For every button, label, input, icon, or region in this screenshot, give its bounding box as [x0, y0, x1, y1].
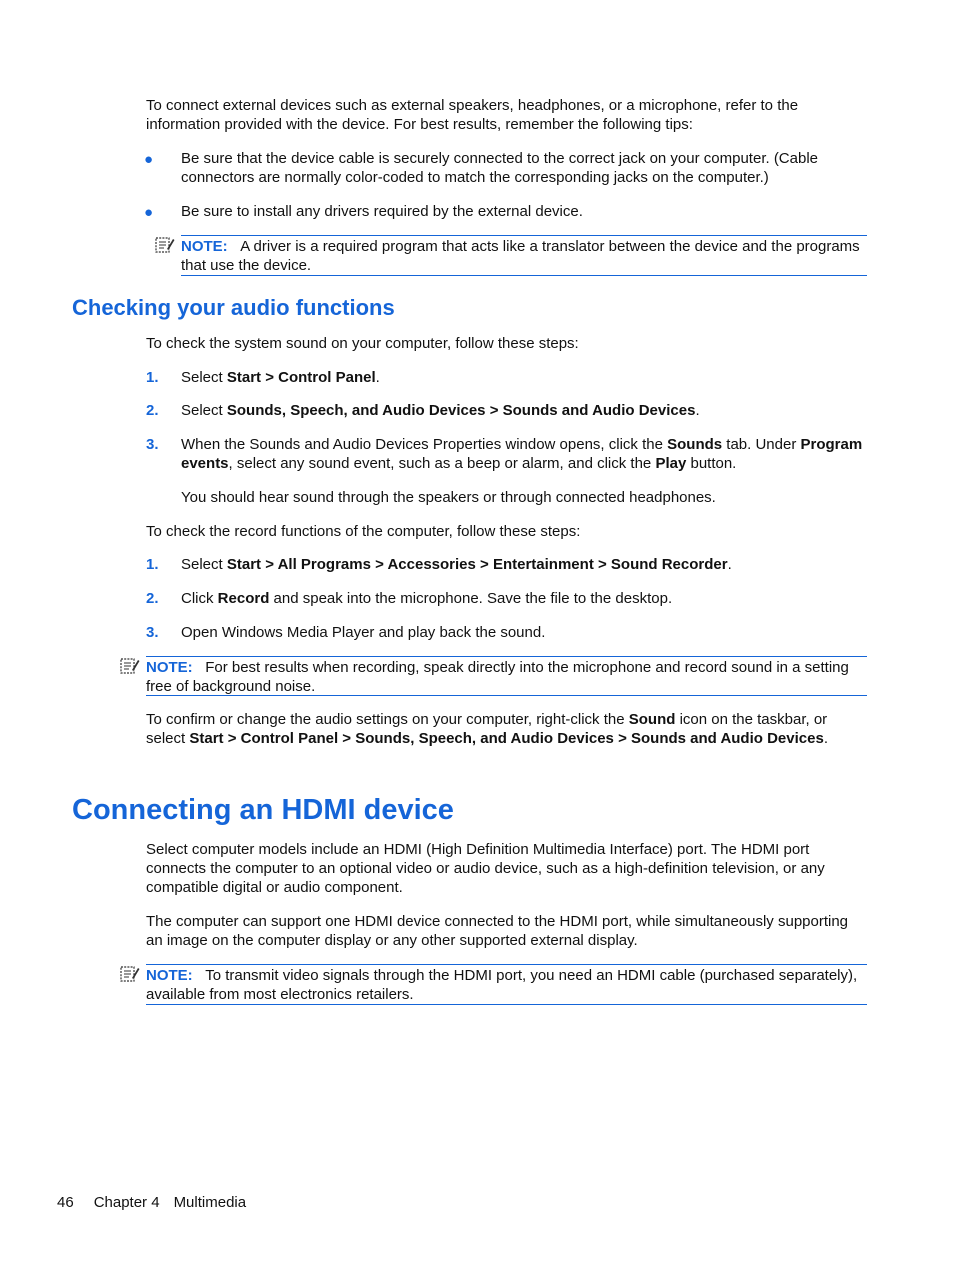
intro-paragraph: To connect external devices such as external speakers, headphones, or a microphone, refer to the information provided with the device. For best results, remember the following tips: [146, 97, 799, 133]
note-box [146, 656, 867, 696]
bullet-icon: ● [144, 151, 154, 168]
chapter-label: Chapter 4 [93, 1194, 160, 1211]
confirm-paragraph: To confirm or change the audio settings on your computer, right-click the Sound icon on the taskbar, or select Start > Control Panel > Sounds, Speech, and Audio Devices > Sounds and Audio Devices. [146, 711, 828, 747]
step-text: Select Start > Control Panel. [181, 369, 380, 386]
note-box [146, 964, 867, 1005]
note-icon [155, 236, 175, 259]
chapter-heading: Connecting an HDMI device [72, 794, 454, 826]
step-text: Select Sounds, Speech, and Audio Devices > Sounds and Audio Devices. [181, 402, 700, 419]
record-intro: To check the record functions of the computer, follow these steps: [146, 523, 581, 540]
tip-item: Be sure that the device cable is securely connected to the correct jack on your computer. (Cable connectors are normally color-coded to match the corresponding jacks on the computer.) [181, 150, 819, 186]
note-label: NOTE: [181, 238, 228, 255]
note-label: NOTE: [146, 967, 193, 984]
note-text: A driver is a required program that acts like a translator between the device and the programs that use the device. [181, 238, 860, 274]
note-text: For best results when recording, speak directly into the microphone and record sound in a setting free of background noise. [146, 659, 849, 695]
step-number: 2. [146, 402, 159, 419]
step-result: You should hear sound through the speakers or through connected headphones. [181, 489, 716, 506]
step-number: 3. [146, 624, 159, 641]
sound-intro: To check the system sound on your computer, follow these steps: [146, 335, 579, 352]
section-heading: Checking your audio functions [72, 295, 395, 320]
tip-item: Be sure to install any drivers required by the external device. [181, 203, 583, 220]
step-text: Open Windows Media Player and play back the sound. [181, 624, 546, 641]
note-icon [120, 965, 140, 988]
hdmi-paragraph: The computer can support one HDMI device connected to the HDMI port, while simultaneously supporting an image on the computer display or any other supported external display. [146, 913, 849, 949]
step-number: 1. [146, 556, 159, 573]
step-number: 2. [146, 590, 159, 607]
step-text: Click Record and speak into the microphone. Save the file to the desktop. [181, 590, 673, 607]
page-footer [57, 1193, 246, 1212]
chapter-title: Multimedia [173, 1194, 247, 1211]
step-text: When the Sounds and Audio Devices Properties window opens, click the Sounds tab. Under Program events, select any sound event, such as a beep or alarm, and click the Play button. [181, 436, 863, 472]
step-number: 1. [146, 369, 159, 386]
note-label: NOTE: [146, 659, 193, 676]
bullet-icon: ● [144, 204, 154, 221]
step-number: 3. [146, 436, 159, 453]
step-text: Select Start > All Programs > Accessories > Entertainment > Sound Recorder. [181, 556, 732, 573]
hdmi-paragraph: Select computer models include an HDMI (High Definition Multimedia Interface) port. The HDMI port connects the computer to an optional video or audio device, such as a high-definition television, or any compatible digital or audio component. [146, 841, 825, 896]
note-box [181, 235, 867, 276]
note-icon [120, 657, 140, 680]
note-text: To transmit video signals through the HDMI port, you need an HDMI cable (purchased separately), available from most electronics retailers. [146, 967, 858, 1003]
page-number: 46 [57, 1194, 74, 1211]
